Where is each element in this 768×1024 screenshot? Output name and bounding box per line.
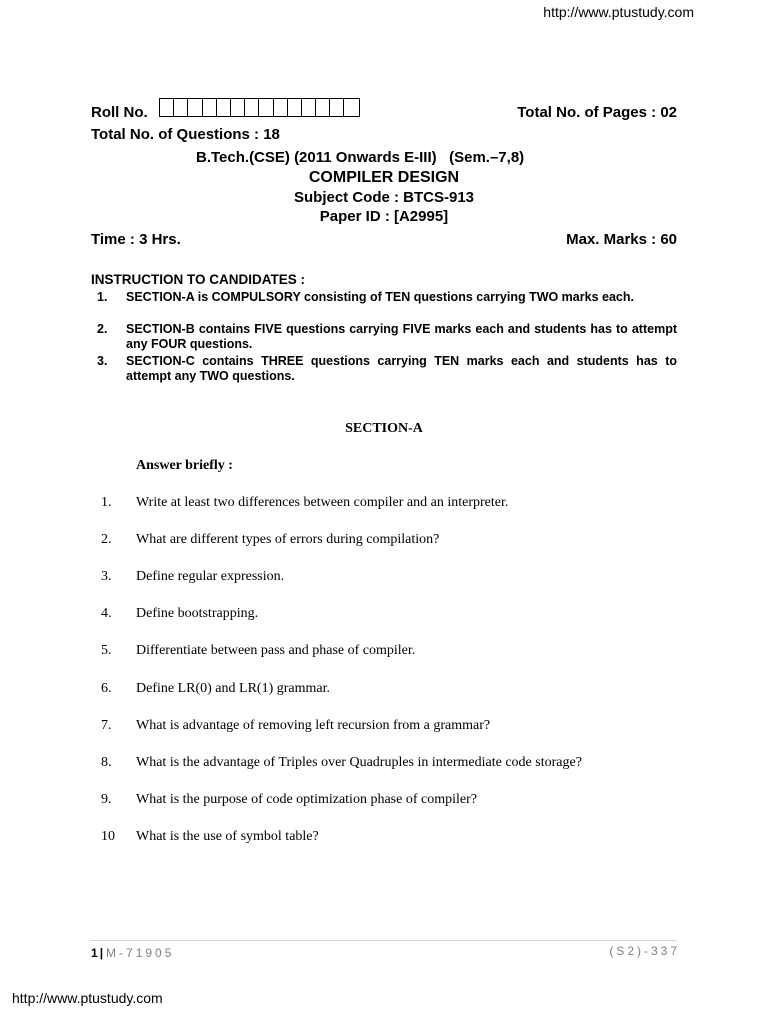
question-number: 8.: [101, 755, 112, 770]
question-number: 10: [101, 829, 115, 844]
instruction-number: 2.: [97, 322, 108, 336]
question-number: 7.: [101, 718, 112, 733]
instruction-item: [92, 322, 677, 352]
footer-code-right: (S2)-337: [609, 944, 680, 958]
total-questions: Total No. of Questions : 18: [91, 126, 280, 143]
footer-divider: [90, 940, 677, 941]
question-number: 9.: [101, 792, 112, 807]
footer-code-left: M-71905: [106, 946, 175, 960]
max-marks: Max. Marks : 60: [566, 231, 677, 248]
roll-no-box[interactable]: [274, 99, 288, 116]
question-text: What is the use of symbol table?: [136, 829, 319, 844]
question-text: Differentiate between pass and phase of compiler.: [136, 643, 416, 658]
instruction-text: SECTION-A is COMPULSORY consisting of TEN questions carrying TWO marks each.: [126, 290, 634, 304]
footer-left: [91, 944, 174, 962]
instruction-text: SECTION-B contains FIVE questions carrying FIVE marks each and students has to attempt any FOUR questions.: [126, 322, 677, 351]
section-a-title: SECTION-A: [345, 421, 423, 436]
time-limit: Time : 3 Hrs.: [91, 231, 181, 248]
question-text: What is advantage of removing left recursion from a grammar?: [136, 718, 491, 733]
instructions-title: INSTRUCTION TO CANDIDATES :: [91, 272, 305, 287]
question-number: 5.: [101, 643, 112, 658]
subject-title: COMPILER DESIGN: [308, 169, 460, 186]
instruction-item: [92, 290, 677, 305]
footer-separator: |: [99, 946, 104, 960]
answer-briefly-label: Answer briefly :: [136, 458, 233, 473]
footer-page-number: 1: [91, 946, 98, 960]
total-pages: Total No. of Pages : 02: [517, 104, 677, 121]
bottom-url-link[interactable]: http://www.ptustudy.com: [12, 990, 163, 1006]
question-text: What are different types of errors during compilation?: [136, 532, 440, 547]
course-line: B.Tech.(CSE) (2011 Onwards E-III) (Sem.–7,8): [196, 149, 525, 166]
roll-no-box[interactable]: [217, 99, 231, 116]
subject-code: Subject Code : BTCS-913: [293, 189, 475, 206]
roll-no-box[interactable]: [316, 99, 330, 116]
roll-no-box[interactable]: [231, 99, 245, 116]
roll-no-box[interactable]: [188, 99, 202, 116]
roll-no-label: Roll No.: [91, 104, 148, 121]
roll-no-box[interactable]: [330, 99, 344, 116]
roll-no-box[interactable]: [160, 99, 174, 116]
question-number: 6.: [101, 681, 112, 696]
instruction-text: SECTION-C contains THREE questions carrying TEN marks each and students has to attempt any TWO questions.: [126, 354, 677, 383]
roll-no-box[interactable]: [302, 99, 316, 116]
question-text: What is the purpose of code optimization phase of compiler?: [136, 792, 477, 807]
top-url-link[interactable]: http://www.ptustudy.com: [543, 4, 694, 20]
roll-no-box[interactable]: [174, 99, 188, 116]
roll-no-boxes[interactable]: [159, 98, 360, 117]
question-text: Write at least two differences between compiler and an interpreter.: [136, 495, 509, 510]
question-text: Define LR(0) and LR(1) grammar.: [136, 681, 330, 696]
question-number: 3.: [101, 569, 112, 584]
instruction-number: 3.: [97, 354, 108, 368]
instruction-number: 1.: [97, 290, 108, 304]
question-number: 2.: [101, 532, 112, 547]
roll-no-box[interactable]: [344, 99, 358, 116]
roll-no-box[interactable]: [259, 99, 273, 116]
question-text: Define regular expression.: [136, 569, 285, 584]
question-text: What is the advantage of Triples over Quadruples in intermediate code storage?: [136, 755, 582, 770]
roll-no-box[interactable]: [245, 99, 259, 116]
instruction-item: [92, 354, 677, 384]
roll-no-box[interactable]: [203, 99, 217, 116]
paper-id: Paper ID : [A2995]: [319, 208, 449, 225]
roll-no-box[interactable]: [288, 99, 302, 116]
question-number: 1.: [101, 495, 112, 510]
question-number: 4.: [101, 606, 112, 621]
question-text: Define bootstrapping.: [136, 606, 259, 621]
